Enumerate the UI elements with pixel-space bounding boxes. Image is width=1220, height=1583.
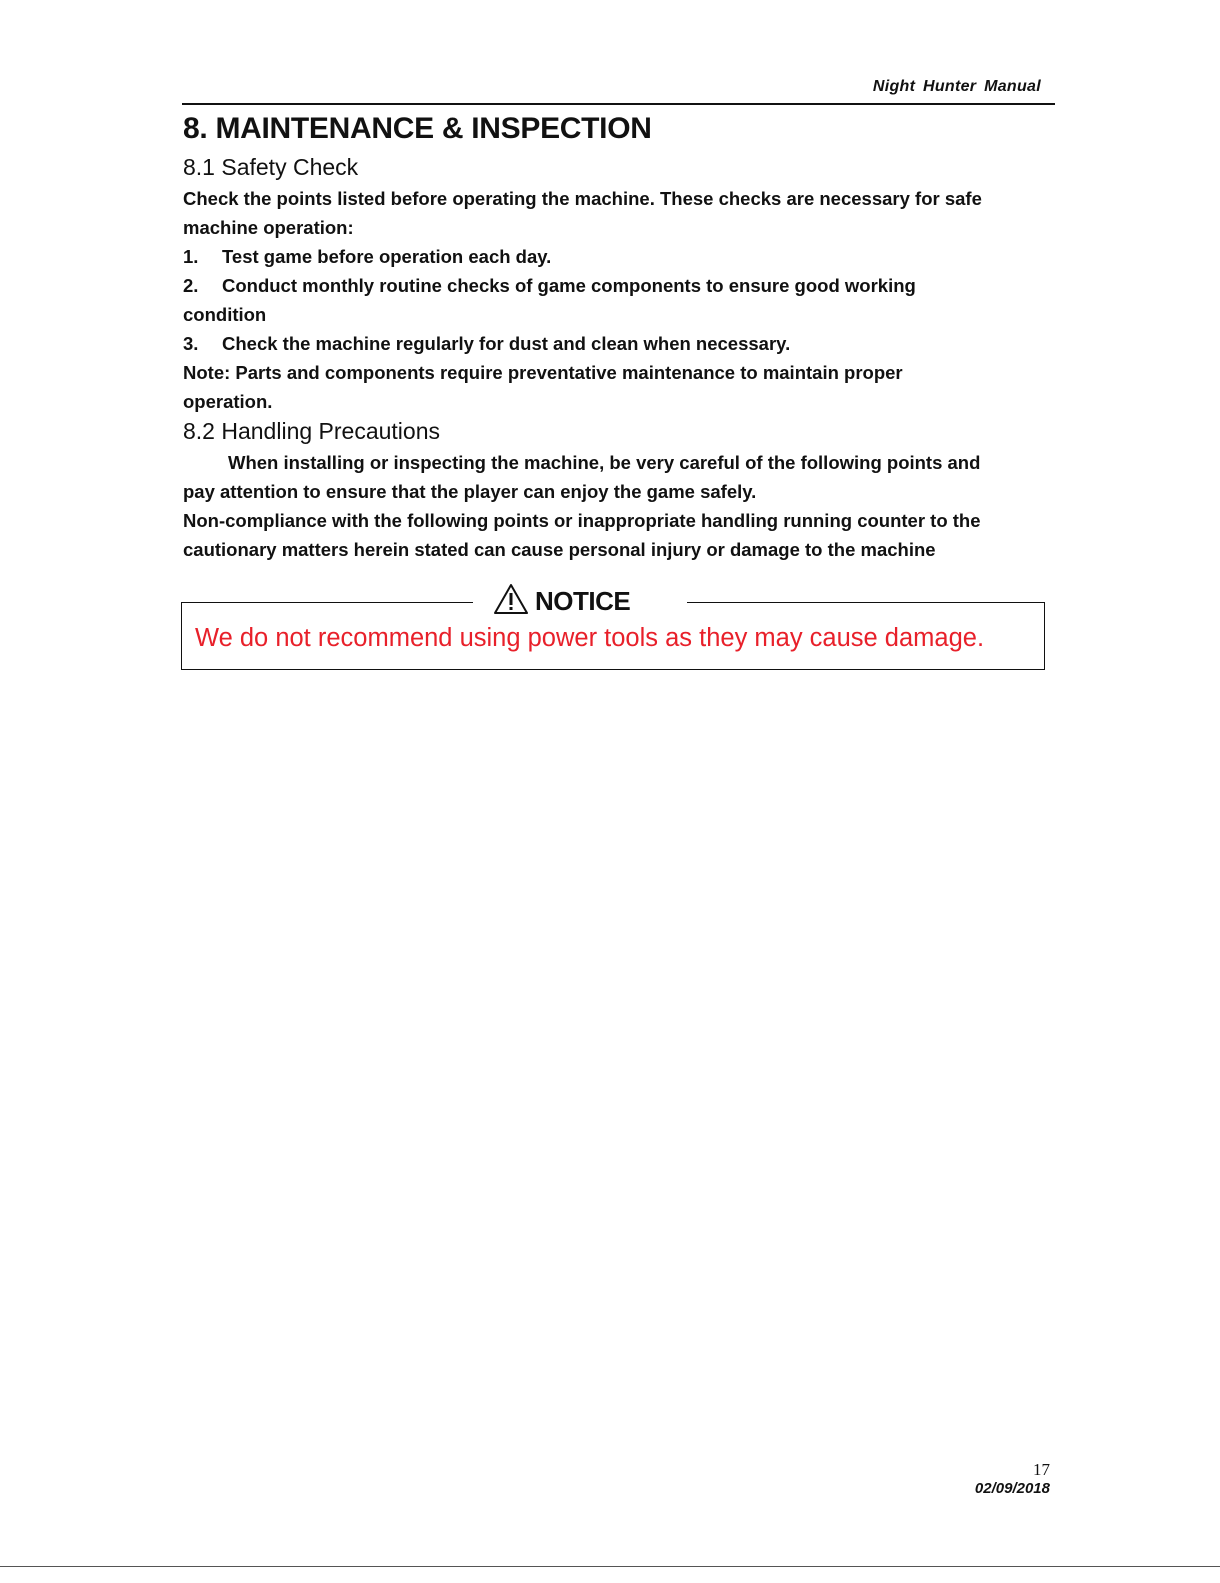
handling-para2-line1: Non-compliance with the following points or inappropriate handling running counter to the xyxy=(183,510,981,531)
list-item xyxy=(183,271,916,300)
list-item-text: Conduct monthly routine checks of game components to ensure good working xyxy=(222,275,916,296)
notice-text: We do not recommend using power tools as they may cause damage. xyxy=(195,624,985,652)
manual-title: Night Hunter Manual xyxy=(872,78,1041,95)
list-item-text: Test game before operation each day. xyxy=(222,246,552,267)
note-line xyxy=(183,358,903,387)
page-number: 17 xyxy=(1033,1460,1050,1479)
list-item-continuation: condition xyxy=(183,304,267,325)
document-date: 02/09/2018 xyxy=(974,1480,1050,1497)
handling-para1-line1: When installing or inspecting the machine, be very careful of the following points and xyxy=(228,452,981,473)
handling-para1-line2: pay attention to ensure that the player can enjoy the game safely. xyxy=(183,481,757,502)
list-item xyxy=(183,242,551,271)
note-label: Note: xyxy=(183,362,231,383)
list-item-number: 3. xyxy=(183,333,199,354)
notice-label: NOTICE xyxy=(535,585,631,616)
list-item-number: 1. xyxy=(183,246,199,267)
section-title: 8. MAINTENANCE & INSPECTION xyxy=(183,112,652,145)
header-divider xyxy=(182,103,1055,105)
list-item xyxy=(183,329,790,358)
list-item-number: 2. xyxy=(183,275,199,296)
note-continuation: operation. xyxy=(183,391,273,412)
list-item-text: Check the machine regularly for dust and clean when necessary. xyxy=(222,333,791,354)
handling-precautions-heading: 8.2 Handling Precautions xyxy=(183,418,440,444)
handling-para2-line2: cautionary matters herein stated can cause personal injury or damage to the machine xyxy=(183,539,936,560)
note-text: Parts and components require preventative maintenance to maintain proper xyxy=(230,362,903,383)
notice-header xyxy=(493,584,630,618)
warning-triangle-icon xyxy=(493,583,529,620)
safety-check-heading: 8.1 Safety Check xyxy=(183,154,359,180)
bottom-divider xyxy=(0,1566,1220,1567)
safety-check-intro-line1: Check the points listed before operating the machine. These checks are necessary for safe xyxy=(183,188,982,209)
safety-check-intro-line2: machine operation: xyxy=(183,217,354,238)
